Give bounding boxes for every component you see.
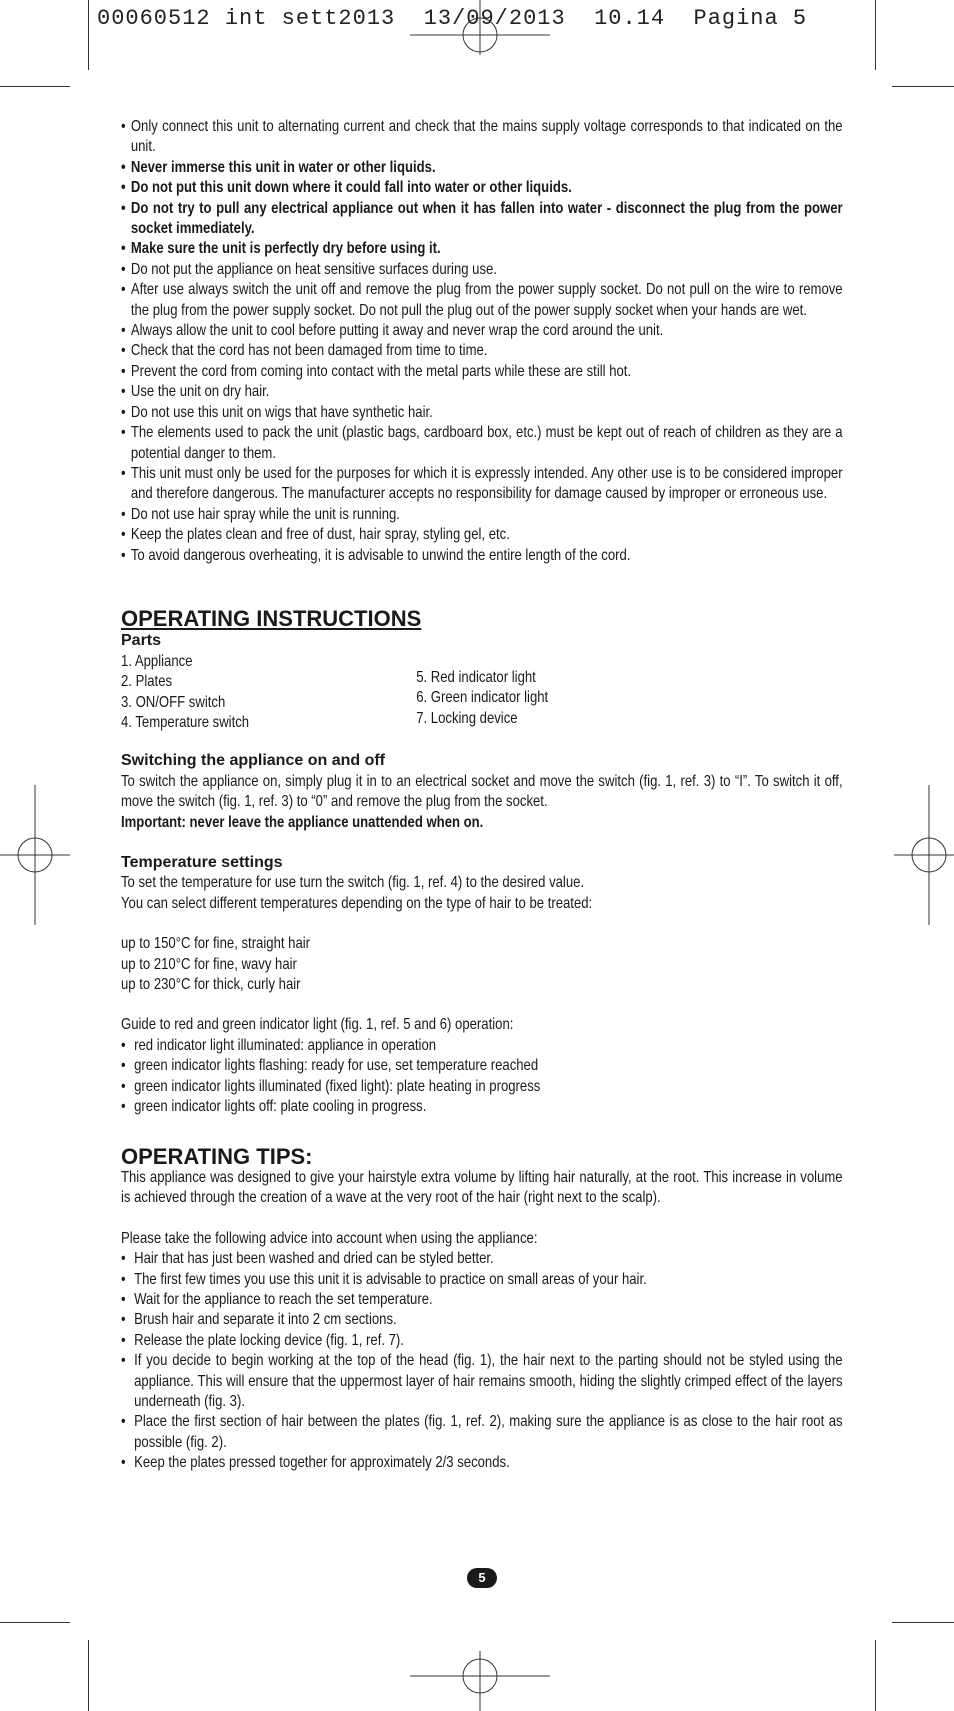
list-item: • Do not use this unit on wigs that have synthetic hair. bbox=[121, 403, 843, 423]
section-title: OPERATING INSTRUCTIONS bbox=[121, 605, 422, 631]
list-item: • Do not put the appliance on heat sensitive surfaces during use. bbox=[121, 260, 843, 280]
list-item: • Place the first section of hair between the plates (fig. 1, ref. 2), making sure the appliance is as close to the hair root as possible (fig. 2). bbox=[121, 1412, 843, 1453]
list-item: • Brush hair and separate it into 2 cm sections. bbox=[121, 1310, 843, 1330]
list-item: 3. ON/OFF switch bbox=[121, 693, 226, 711]
subsection-title: Temperature settings bbox=[121, 854, 283, 871]
list-item: • This unit must only be used for the purposes for which it is expressly intended. Any other use is to be considered improper and therefore dangerous. The manufacturer accepts no responsibility for damage caused by improper or erroneous use. bbox=[121, 464, 843, 505]
list-item: • Make sure the unit is perfectly dry before using it. bbox=[121, 239, 843, 259]
crop-mark bbox=[0, 86, 70, 87]
list-item: 6. Green indicator light bbox=[416, 689, 549, 707]
switching-section bbox=[121, 772, 843, 833]
temperature-item: up to 210°C for fine, wavy hair bbox=[121, 955, 297, 973]
safety-list bbox=[121, 117, 843, 566]
list-item: 2. Plates bbox=[121, 673, 173, 691]
list-item: • Never immerse this unit in water or other liquids. bbox=[121, 158, 843, 178]
list-item: • green indicator lights flashing: ready for use, set temperature reached bbox=[121, 1056, 843, 1076]
crop-mark bbox=[892, 1622, 954, 1623]
crop-mark bbox=[875, 0, 876, 70]
page-content bbox=[121, 117, 843, 1474]
list-item: • Only connect this unit to alternating current and check that the mains supply voltage corresponds to that indicated on the unit. bbox=[121, 117, 843, 158]
registration-mark-right bbox=[894, 785, 954, 925]
list-item: 1. Appliance bbox=[121, 652, 193, 670]
list-item: 7. Locking device bbox=[416, 709, 518, 727]
list-item: • red indicator light illuminated: appliance in operation bbox=[121, 1036, 843, 1056]
paragraph: To switch the appliance on, simply plug it in to an electrical socket and move the switch (fig. 1, ref. 3) to “I”. To switch it off, move the switch (fig. 1, ref. 3) to “0” and remove the plug from the socket. bbox=[121, 772, 843, 811]
indicator-guide-list bbox=[121, 1036, 843, 1118]
registration-mark-top bbox=[410, 0, 550, 60]
tips-section bbox=[121, 1168, 843, 1474]
print-slug: 00060512 int sett2013 13/09/2013 10.14 Pagina 5 bbox=[97, 6, 808, 31]
paragraph: This appliance was designed to give your hairstyle extra volume by lifting hair naturally, at the root. This increase in volume is achieved through the creation of a wave at the very root of the hair (right next to the scalp). bbox=[121, 1168, 843, 1207]
safety-section bbox=[121, 117, 843, 566]
list-item: • The elements used to pack the unit (plastic bags, cardboard box, etc.) must be kept out of reach of children as they are a potential danger to them. bbox=[121, 423, 843, 464]
parts-column bbox=[121, 652, 416, 734]
paragraph: Guide to red and green indicator light (fig. 1, ref. 5 and 6) operation: bbox=[121, 1016, 514, 1034]
crop-mark bbox=[875, 1640, 876, 1711]
list-item: • If you decide to begin working at the top of the head (fig. 1), the hair next to the parting should not be styled using the appliance. This will ensure that the uppermost layer of hair remains smooth, hiding the slightly crimped effect of the layers underneath (fig. 3). bbox=[121, 1351, 843, 1412]
tips-list bbox=[121, 1249, 843, 1473]
list-item: • green indicator lights illuminated (fixed light): plate heating in progress bbox=[121, 1077, 843, 1097]
section-title: OPERATING TIPS: bbox=[121, 1144, 313, 1170]
list-item: • After use always switch the unit off and remove the plug from the power supply socket. Do not pull on the wire to remove the plug from the power supply socket. Do not pull the plug out of the power supply socket when your hands are wet. bbox=[121, 280, 843, 321]
temperature-section bbox=[121, 873, 843, 1117]
list-item: • Keep the plates pressed together for approximately 2/3 seconds. bbox=[121, 1453, 843, 1473]
registration-mark-left bbox=[0, 785, 70, 925]
list-item: • The first few times you use this unit it is advisable to practice on small areas of your hair. bbox=[121, 1270, 843, 1290]
subsection-title: Switching the appliance on and off bbox=[121, 752, 386, 770]
list-item: • Keep the plates clean and free of dust, hair spray, styling gel, etc. bbox=[121, 525, 843, 545]
subsection-title: Parts bbox=[121, 632, 162, 650]
list-item: 5. Red indicator light bbox=[416, 668, 536, 686]
parts-column bbox=[416, 668, 548, 734]
list-item: • Use the unit on dry hair. bbox=[121, 382, 843, 402]
list-item: • Do not try to pull any electrical appliance out when it has fallen into water - disconnect the plug from the power socket immediately. bbox=[121, 199, 843, 240]
crop-mark bbox=[0, 1622, 70, 1623]
page-number: 5 bbox=[467, 1568, 497, 1588]
parts-section bbox=[121, 652, 843, 734]
list-item: • Prevent the cord from coming into contact with the metal parts while these are still hot. bbox=[121, 362, 843, 382]
list-item: • Hair that has just been washed and dried can be styled better. bbox=[121, 1249, 843, 1269]
temperature-item: up to 230°C for thick, curly hair bbox=[121, 976, 301, 994]
paragraph: You can select different temperatures depending on the type of hair to be treated: bbox=[121, 894, 593, 912]
crop-mark bbox=[892, 86, 954, 87]
crop-mark bbox=[88, 1640, 89, 1711]
list-item: • Release the plate locking device (fig. 1, ref. 7). bbox=[121, 1331, 843, 1351]
list-item: • To avoid dangerous overheating, it is advisable to unwind the entire length of the cord. bbox=[121, 546, 843, 566]
paragraph: Please take the following advice into account when using the appliance: bbox=[121, 1229, 538, 1247]
paragraph: To set the temperature for use turn the switch (fig. 1, ref. 4) to the desired value. bbox=[121, 874, 585, 892]
list-item: • green indicator lights off: plate cooling in progress. bbox=[121, 1097, 843, 1117]
temperature-item: up to 150°C for fine, straight hair bbox=[121, 935, 311, 953]
list-item: • Do not put this unit down where it could fall into water or other liquids. bbox=[121, 178, 843, 198]
important-note: Important: never leave the appliance unattended when on. bbox=[121, 813, 484, 831]
list-item: • Always allow the unit to cool before putting it away and never wrap the cord around the unit. bbox=[121, 321, 843, 341]
crop-mark bbox=[88, 0, 89, 70]
list-item: • Check that the cord has not been damaged from time to time. bbox=[121, 341, 843, 361]
registration-mark-bottom bbox=[410, 1651, 550, 1711]
list-item: • Wait for the appliance to reach the set temperature. bbox=[121, 1290, 843, 1310]
list-item: 4. Temperature switch bbox=[121, 713, 250, 731]
parts-list bbox=[121, 652, 843, 734]
list-item: • Do not use hair spray while the unit is running. bbox=[121, 505, 843, 525]
